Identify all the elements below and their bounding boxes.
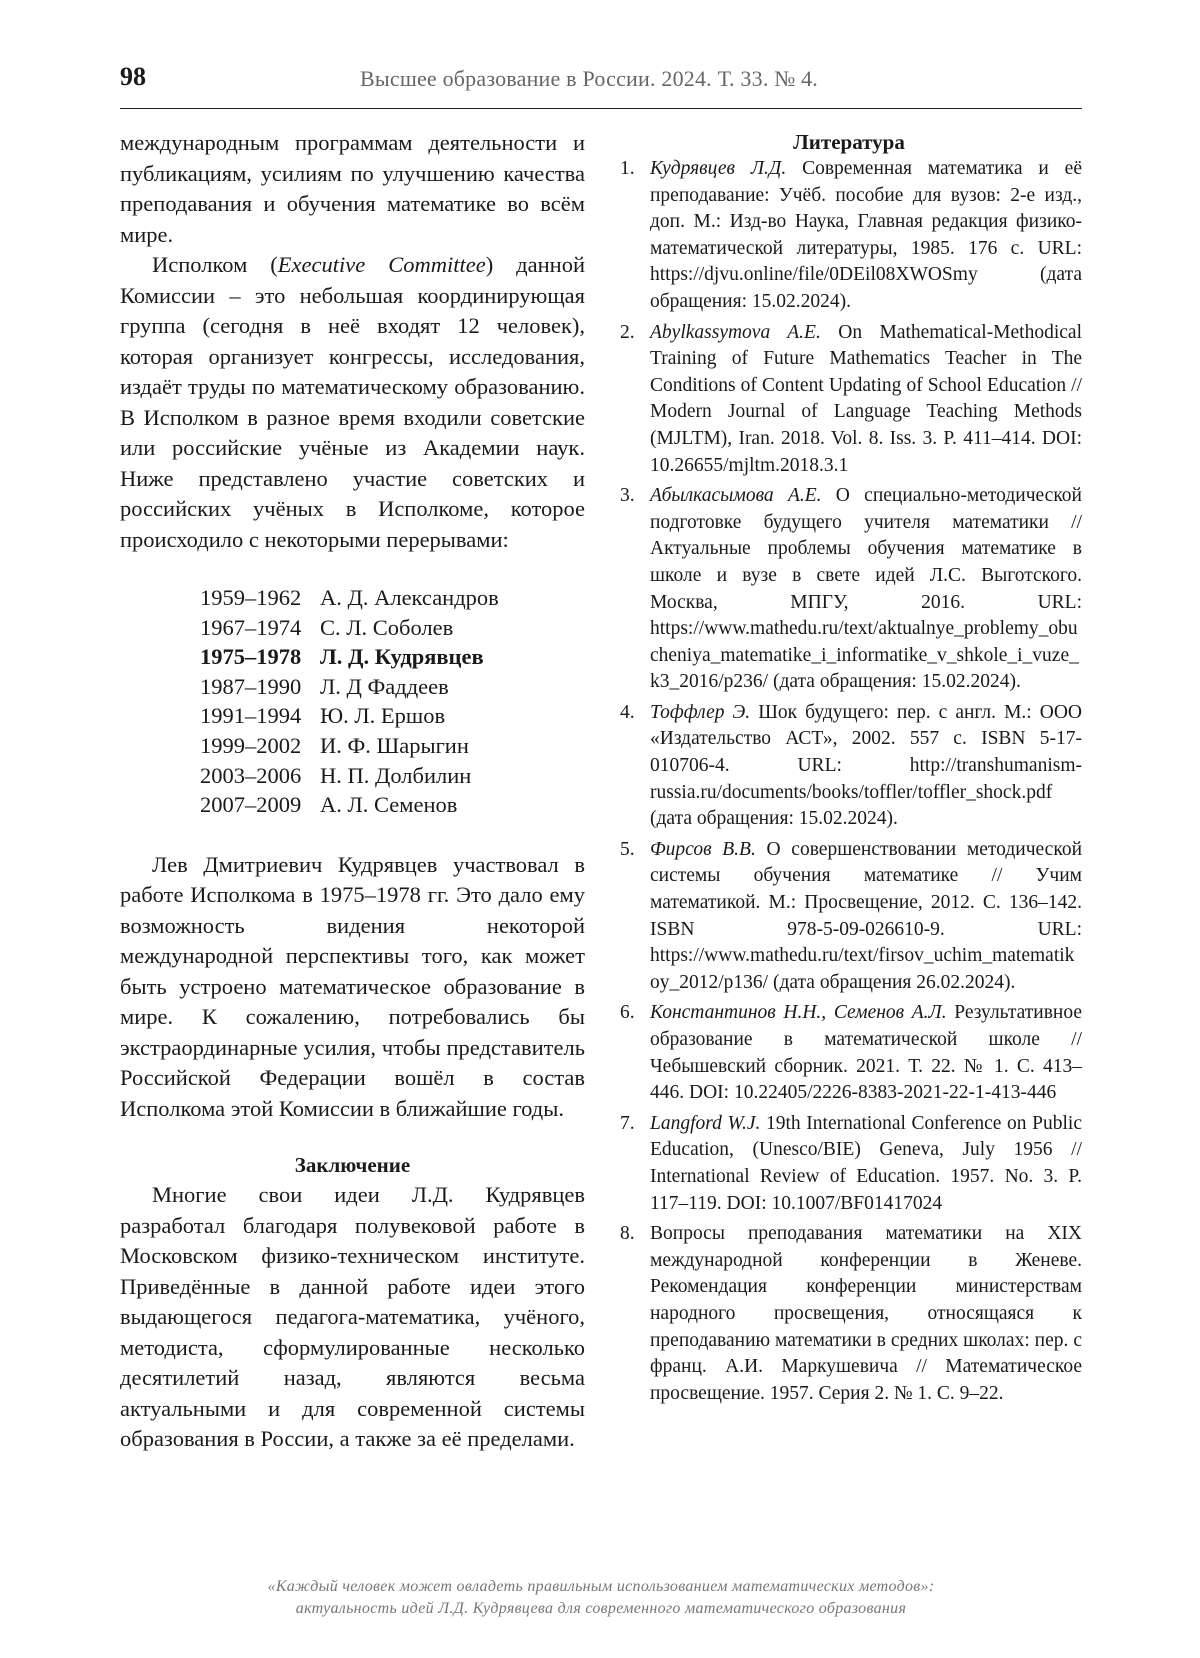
- member-row: [200, 790, 585, 820]
- member-years: 1987–1990: [200, 673, 302, 699]
- reference-number: 1.: [620, 158, 635, 179]
- reference-item: [616, 1000, 1082, 1106]
- reference-body: О специально-методической подготовке будущего учителя математики // Актуальные проблемы обучения математике в школе и вузе в свете идей Л.С. Выготского. Москва, МПГУ, 2016. URL: https://www.mathedu.ru/text/aktualnye_problemy_obucheniya_matematike_i_informatike_v_shkole_i_vuze_k3_2016/p236/ (дата обращения: 15.02.2024).: [650, 485, 1082, 693]
- member-years: 2003–2006: [200, 762, 302, 788]
- reference-body: On Mathematical-Methodical Training of Future Mathematics Teacher in The Conditions of Content Updating of School Education // Modern Journal of Language Teaching Methods (MJLTM), Iran. 2018. Vol. 8. Iss. 3. P. 411–414. DOI: 10.26655/mjltm.2018.3.1: [650, 321, 1082, 476]
- member-years: 2007–2009: [200, 792, 302, 818]
- reference-author: Кудрявцев Л.Д.: [650, 158, 787, 179]
- reference-author: Фирсов В.В.: [650, 838, 756, 860]
- footer-line-2: актуальность идей Л.Д. Кудрявцева для современного математического образования: [295, 1600, 907, 1617]
- paragraph-2-a: Исполком (: [152, 252, 278, 277]
- reference-body: О совершенствовании методической системы обучения математике // Учим математикой. М.: Просвещение, 2012. С. 136–142. ISBN 978-5-09-026610-9. URL: https://www.mathedu.ru/text/firsov_uchim_matematikoy_2012/p136/ (дата обращения 26.02.2024).: [650, 838, 1082, 993]
- reference-author: Тоффлер Э.: [650, 701, 751, 723]
- member-name: Ю. Л. Ершов: [320, 703, 446, 729]
- reference-author: Langford W.J.: [650, 1112, 761, 1134]
- reference-number: 7.: [620, 1112, 635, 1134]
- left-column: [120, 128, 585, 1455]
- reference-text: [650, 320, 1082, 480]
- member-row: [200, 672, 585, 702]
- reference-number: 3.: [620, 485, 635, 507]
- member-row: [200, 761, 585, 791]
- reference-body: Вопросы преподавания математики на XIX международной конференции в Женеве. Рекомендация конференции министерствам народного просвещения, относящаяся к преподаванию математики в средних школах: пер. с франц. А.И. Маркушевича // Математическое просвещение. 1957. Серия 2. № 1. С. 9–22.: [650, 1223, 1082, 1404]
- reference-item: [616, 700, 1082, 833]
- references-column: [616, 128, 1082, 1407]
- references-heading: Литература: [793, 130, 905, 154]
- footer-line-1: «Каждый человек может овладеть правильным использованием математических методов»:: [267, 1578, 935, 1595]
- member-name: Л. Д Фаддеев: [320, 673, 449, 699]
- member-years: 1991–1994: [200, 703, 302, 729]
- reference-author: Константинов Н.Н., Семенов А.Л.: [650, 1002, 947, 1024]
- member-name: Л. Д. Кудрявцев: [320, 644, 484, 670]
- page-number: 98: [120, 62, 146, 91]
- member-years: 1967–1974: [200, 614, 302, 640]
- member-name: А. Л. Семенов: [320, 792, 458, 818]
- reference-item: [616, 837, 1082, 997]
- member-years: 1999–2002: [200, 732, 302, 758]
- reference-text: [650, 700, 1082, 833]
- reference-number: 2.: [620, 321, 635, 343]
- reference-text: [650, 1000, 1082, 1106]
- member-row-highlighted: [200, 642, 585, 672]
- paragraph-2: [120, 250, 585, 555]
- reference-item: [616, 1111, 1082, 1217]
- reference-text: [650, 837, 1082, 997]
- reference-body: 19th International Conference on Public Education, (Unesco/BIE) Geneva, July 1956 // International Review of Education. 1957. No. 3. P. 117–119. DOI: 10.1007/BF01417024: [650, 1112, 1082, 1214]
- reference-number: 5.: [620, 838, 635, 860]
- paragraph-1: международным программам деятельности и публикациям, усилиям по улучшению качества преподавания и обучения математике во всём мире.: [120, 130, 585, 247]
- member-row: [200, 583, 585, 613]
- paragraph-4: Многие свои идеи Л.Д. Кудрявцев разработал благодаря полувековой работе в Московском физико-техническом институте. Приведённые в данной работе идеи этого выдающегося педагога-математика, учёного, методиста, сформулированные несколько десятилетий назад, являются весьма актуальными и для современной системы образования в России, а также за её пределами.: [120, 1182, 585, 1452]
- reference-text: [650, 156, 1082, 316]
- reference-body: Результативное образование в математической школе // Чебышевский сборник. 2021. Т. 22. № 1. С. 413–446. DOI: 10.22405/2226-8383-2021-22-1-413-446: [650, 1002, 1082, 1104]
- reference-item: [616, 483, 1082, 696]
- member-row: [200, 613, 585, 643]
- reference-number: 6.: [620, 1002, 635, 1024]
- member-name: И. Ф. Шарыгин: [320, 732, 469, 758]
- reference-text: [650, 483, 1082, 696]
- reference-item: [616, 156, 1082, 316]
- member-row: [200, 701, 585, 731]
- reference-author: Абылкасымова А.Е.: [650, 485, 822, 507]
- member-name: С. Л. Соболев: [320, 614, 454, 640]
- member-years: 1959–1962: [200, 585, 302, 610]
- reference-text: [650, 1221, 1082, 1407]
- reference-number: 8.: [620, 1223, 635, 1245]
- member-years: 1975–1978: [200, 644, 302, 670]
- member-name: Н. П. Долбилин: [320, 762, 472, 788]
- page-footer: [120, 1576, 1082, 1620]
- executive-committee-term: Executive Committee: [277, 252, 486, 277]
- member-name: А. Д. Александров: [320, 585, 499, 610]
- members-list: [200, 583, 585, 820]
- reference-item: [616, 1221, 1082, 1407]
- page-header: [120, 60, 1082, 109]
- reference-author: Abylkassymova A.E.: [650, 321, 821, 343]
- paragraph-2-b: ) данной Комиссии – это небольшая координирующая группа (сегодня в неё входят 12 человек), которая организует конгрессы, исследования, издаёт труды по математическому образованию. В Исполком в разное время входили советские или российские учёные из Академии наук. Ниже представлено участие советских и российских учёных в Исполкоме, которое происходило с некоторыми перерывами:: [120, 252, 585, 552]
- conclusion-heading: Заключение: [294, 1153, 411, 1178]
- running-head: Высшее образование в России. 2024. Т. 33. № 4.: [360, 66, 819, 91]
- reference-number: 4.: [620, 701, 635, 723]
- reference-text: [650, 1111, 1082, 1217]
- reference-item: [616, 320, 1082, 480]
- reference-body: Современная математика и её преподавание: Учёб. пособие для вузов: 2-е изд., доп. М.: Изд-во Наука, Главная редакция физико-математической литературы, 1985. 176 с. URL: https://djvu.online/file/0DEil08XWOSmy (дата обращения: 15.02.2024).: [650, 158, 1082, 312]
- reference-body: Шок будущего: пер. с англ. М.: ООО «Издательство АСТ», 2002. 557 с. ISBN 5-17-010706-4. URL: http://transhumanism-russia.ru/documents/books/toffler/toffler_shock.pdf (дата обращения: 15.02.2024).: [650, 701, 1082, 830]
- member-row: [200, 731, 585, 761]
- paragraph-3: Лев Дмитриевич Кудрявцев участвовал в работе Исполкома в 1975–1978 гг. Это дало ему возможность видения некоторой международной перспективы того, как может быть устроено математическое образование в мире. К сожалению, потребовались бы экстраординарные усилия, чтобы представитель Российской Федерации вошёл в состав Исполкома этой Комиссии в ближайшие годы.: [120, 851, 585, 1121]
